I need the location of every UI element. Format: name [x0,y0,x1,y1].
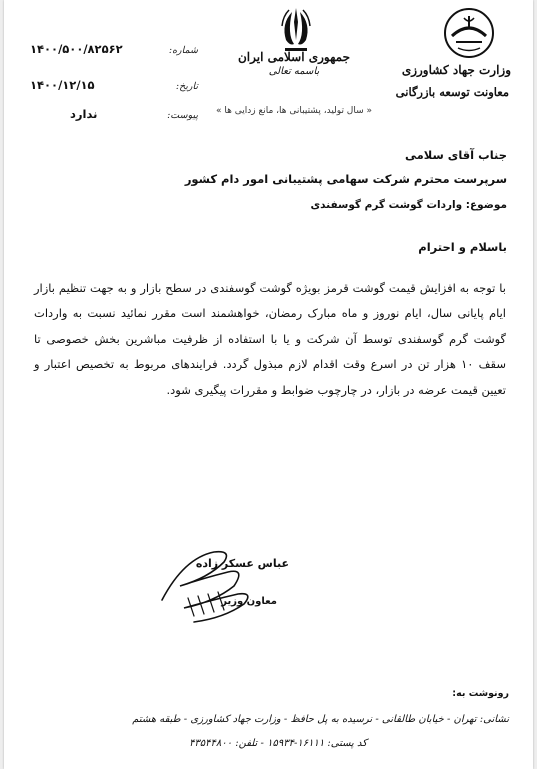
letter-number-label: شماره: [168,45,198,56]
jihad-ministry-logo-icon [442,6,496,60]
republic-name: جمهوری اسلامی ایران [237,50,351,64]
letter-date-row [30,78,198,92]
cc-label: رونوشت به: [452,688,509,699]
addressee-name: جناب آقای سلامی [405,148,507,162]
letter-page [4,0,533,769]
basmala: باسمه تعالی [268,66,320,77]
attachment-value: ندارد [70,107,98,121]
signer-name: عباس عسکر زاده [195,557,289,570]
iran-emblem-icon [277,6,315,56]
ministry-name: وزارت جهاد کشاورزی [401,63,511,77]
deputy-name: معاونت توسعه بازرگانی [395,85,509,99]
year-slogan: « سال تولید، پشتیبانی ها، مانع زدایی ها » [216,106,372,116]
subject-line: موضوع: واردات گوشت گرم گوسفندی [310,199,507,211]
letter-number-row [30,42,198,56]
letter-date-value: ۱۴۰۰/۱۲/۱۵ [30,78,95,92]
addressee-title: سرپرست محترم شرکت سهامی پشتیبانی امور دام کشور [184,172,507,186]
handwritten-signature [154,538,264,628]
ministry-address: نشانی: تهران - خیابان طالقانی - نرسیده به پل حافظ - وزارت جهاد کشاورزی - طبقه هشتم [132,714,509,725]
attachment-row [70,107,198,121]
letter-date-label: تاریخ: [175,81,198,92]
signer-title: معاون وزیر [221,596,277,607]
letter-number-value: ۱۴۰۰/۵۰۰/۸۲۵۶۲ [30,42,123,56]
greeting: باسلام و احترام [418,240,507,254]
ministry-contact: کد پستی: ۱۶۱۱۱-۱۵۹۳۴ - تلفن: ۴۳۵۴۴۸۰۰ [189,738,367,749]
attachment-label: پیوست: [167,110,198,121]
letter-body: با توجه به افزایش قیمت گوشت قرمز بویژه گوشت گوسفندی در سطح بازار و به جهت تنظیم بازار ایام پایانی سال، ایام نوروز و ماه مبارک رمضان، خواهشمند است مقرر نمائید نسبت به واردات گوشت گرم گوسفندی توسط آن شرکت و یا با استفاده از ظرفیت مباشرین بخش خصوصی تا سقف ۱۰ هزار تن در اسرع وقت اقدام لازم مبذول گردد. فرایندهای مربوط به تخصیص اعتبار و تعیین قیمت عرضه در بازار، در چارچوب ضوابط و مقررات پیگیری شود. [34,281,507,397]
